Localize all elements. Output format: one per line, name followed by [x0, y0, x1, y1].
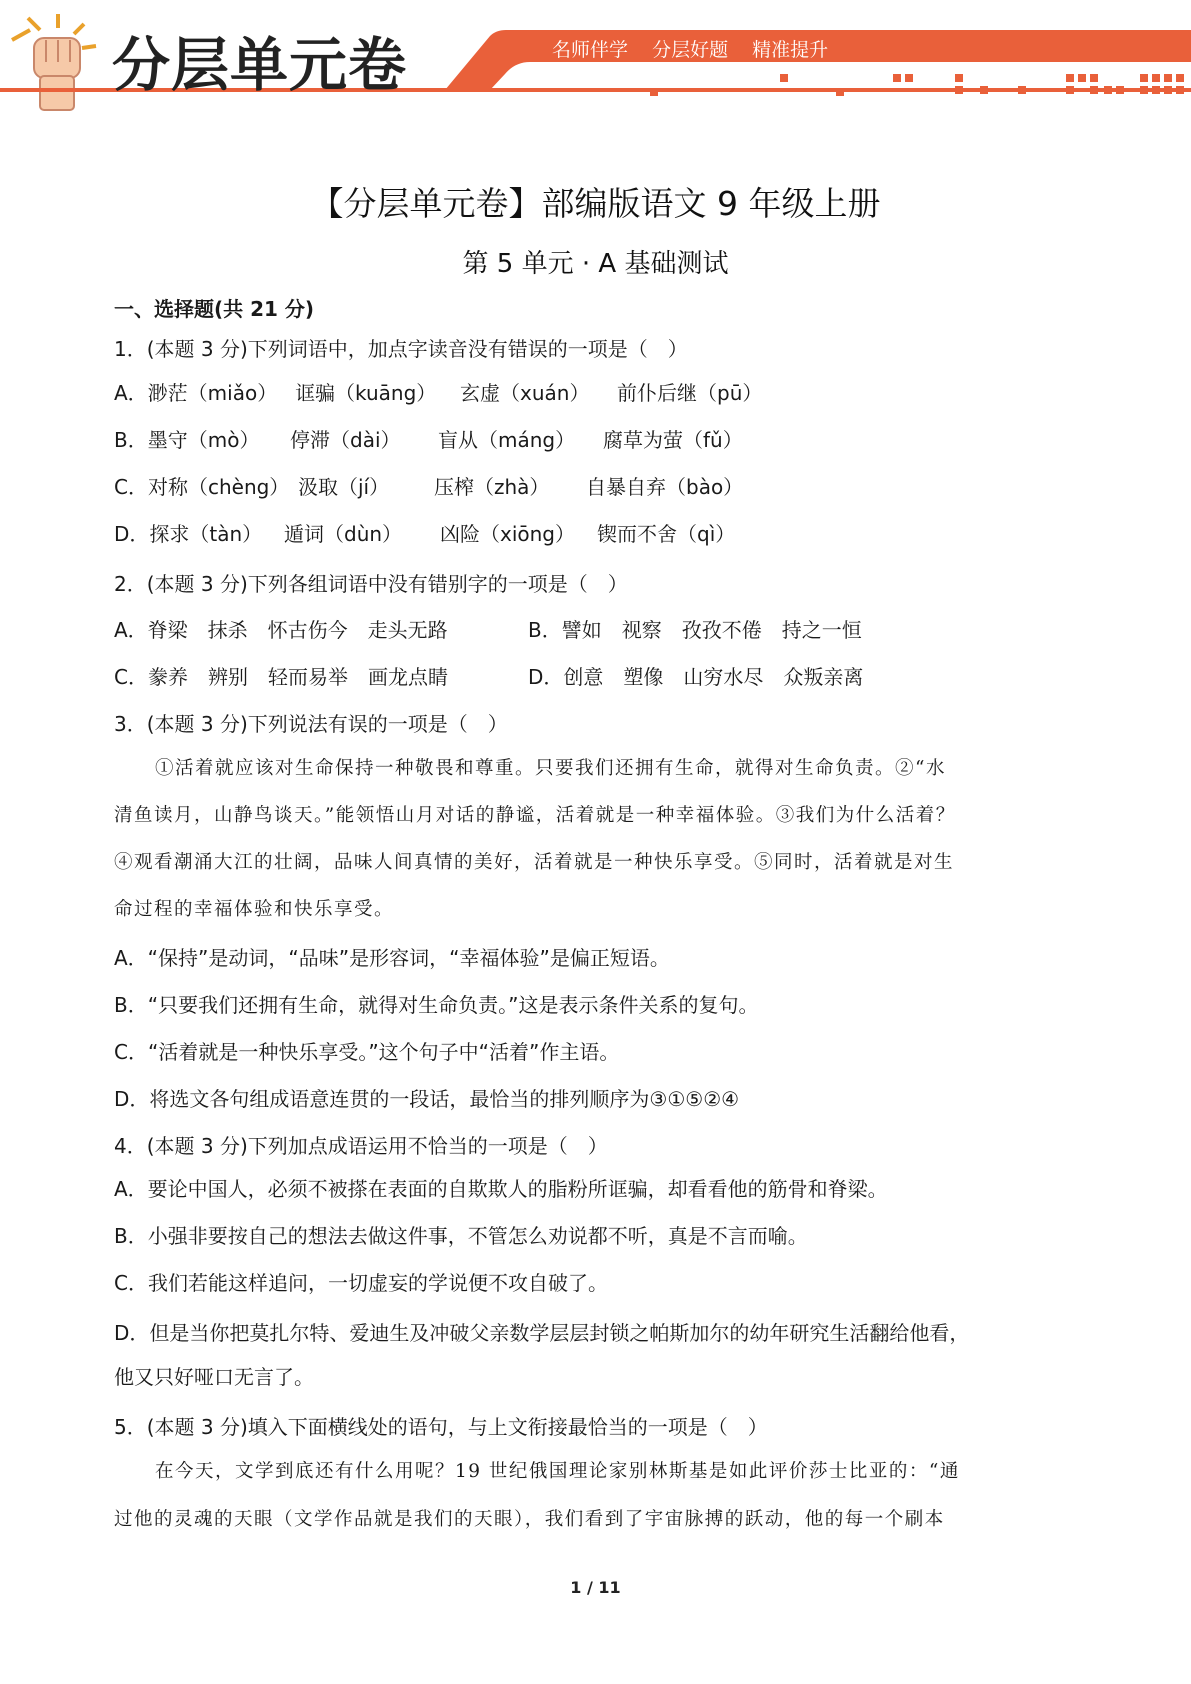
q3-passage-line-4: 命过程的幸福体验和快乐享受。 — [114, 899, 395, 920]
q3-passage-line-3: ④观看潮涌大江的壮阔，品味人间真情的美好，活着就是一种快乐享受。⑤同时，活着就是对生 — [114, 852, 955, 873]
fist-logo-icon — [12, 14, 96, 110]
page-number: 1 / 11 — [570, 1578, 621, 1597]
q1-option-a-1: A．渺茫（miǎo） — [114, 381, 278, 405]
q5-passage-line-2: 过他的灵魂的天眼（文学作品就是我们的天眼），我们看到了宇宙脉搏的跃动，他的每一个刷本 — [114, 1509, 945, 1530]
q1-option-a-2: 诓骗（kuāng） — [295, 381, 437, 405]
q3-stem: 3．(本题 3 分)下列说法有误的一项是（ ） — [114, 712, 508, 736]
section-heading: 一、选择题(共 21 分) — [114, 297, 315, 321]
q3-option-c: C．“活着就是一种快乐享受。”这个句子中“活着”作主语。 — [114, 1040, 620, 1064]
document-title: 【分层单元卷】部编版语文 9 年级上册 — [310, 184, 881, 223]
q2-option-c: C．豢养 辨别 轻而易举 画龙点睛 — [114, 665, 448, 689]
q1-stem: 1．(本题 3 分)下列词语中，加点字读音没有错误的一项是（ ） — [114, 337, 688, 361]
slogan-1: 名师伴学 — [552, 39, 629, 61]
q1-option-c-3: 压榨（zhà） — [434, 475, 550, 499]
q1-option-b-3: 盲从（máng） — [438, 428, 576, 452]
q2-option-d: D．创意 塑像 山穷水尽 众叛亲离 — [528, 665, 864, 689]
q4-option-a: A．要论中国人，必须不被搽在表面的自欺欺人的脂粉所诓骗，却看看他的筋骨和脊梁。 — [114, 1177, 888, 1201]
q3-passage-line-2: 清鱼读月，山静鸟谈天。”能领悟山月对话的静谧，活着就是一种幸福体验。③我们为什么活着？ — [114, 805, 956, 826]
decorative-dots — [650, 74, 1184, 96]
q5-stem: 5．(本题 3 分)填入下面横线处的语句，与上文衔接最恰当的一项是（ ） — [114, 1415, 768, 1439]
q2-option-b: B．譬如 视察 孜孜不倦 持之一恒 — [528, 618, 862, 642]
q2-option-a: A．脊梁 抹杀 怀古伤今 走头无路 — [114, 618, 448, 642]
page-header — [0, 0, 1191, 120]
header-slogans — [552, 35, 846, 62]
slogan-2: 分层好题 — [652, 39, 729, 61]
q1-option-d-2: 遁词（dùn） — [284, 522, 403, 546]
q1-option-d-4: 锲而不舍（qì） — [597, 522, 736, 546]
q4-stem: 4．(本题 3 分)下列加点成语运用不恰当的一项是（ ） — [114, 1134, 608, 1158]
q1-option-a-3: 玄虚（xuán） — [460, 381, 590, 405]
q4-option-d-line-1: D．但是当你把莫扎尔特、爱迪生及冲破父亲数学层层封锁之帕斯加尔的幼年研究生活翻给他看， — [114, 1321, 970, 1345]
brand-title: 分层单元卷 — [112, 31, 408, 99]
q1-option-c-4: 自暴自弃（bào） — [586, 475, 744, 499]
q3-option-b: B．“只要我们还拥有生命，就得对生命负责。”这是表示条件关系的复句。 — [114, 993, 759, 1017]
q4-option-b: B．小强非要按自己的想法去做这件事，不管怎么劝说都不听，真是不言而喻。 — [114, 1224, 808, 1248]
q1-option-c-2: 汲取（jí） — [298, 475, 390, 499]
q4-option-d-line-2: 他又只好哑口无言了。 — [114, 1365, 314, 1389]
q3-option-d: D．将选文各句组成语意连贯的一段话，最恰当的排列顺序为③①⑤②④ — [114, 1087, 740, 1111]
q4-option-c: C．我们若能这样追问，一切虚妄的学说便不攻自破了。 — [114, 1271, 608, 1295]
q1-option-c-1: C．对称（chèng） — [114, 475, 290, 499]
q2-stem: 2．(本题 3 分)下列各组词语中没有错别字的一项是（ ） — [114, 572, 628, 596]
q1-option-a-4: 前仆后继（pū） — [617, 381, 763, 405]
document-subtitle: 第 5 单元 · A 基础测试 — [462, 249, 729, 279]
slogan-3: 精准提升 — [752, 39, 829, 61]
q1-option-d-3: 凶险（xiōng） — [440, 522, 575, 546]
q5-passage-line-1: 在今天，文学到底还有什么用呢？19 世纪俄国理论家别林斯基是如此评价莎士比亚的：“通 — [155, 1461, 960, 1482]
q1-option-b-4: 腐草为萤（fǔ） — [603, 428, 743, 452]
q1-option-b-2: 停滞（dài） — [290, 428, 401, 452]
q3-option-a: A．“保持”是动词，“品味”是形容词，“幸福体验”是偏正短语。 — [114, 946, 670, 970]
q1-option-d-1: D．探求（tàn） — [114, 522, 263, 546]
q1-option-b-1: B．墨守（mò） — [114, 428, 260, 452]
q3-passage-line-1: ①活着就应该对生命保持一种敬畏和尊重。只要我们还拥有生命，就得对生命负责。②“水 — [155, 758, 946, 779]
